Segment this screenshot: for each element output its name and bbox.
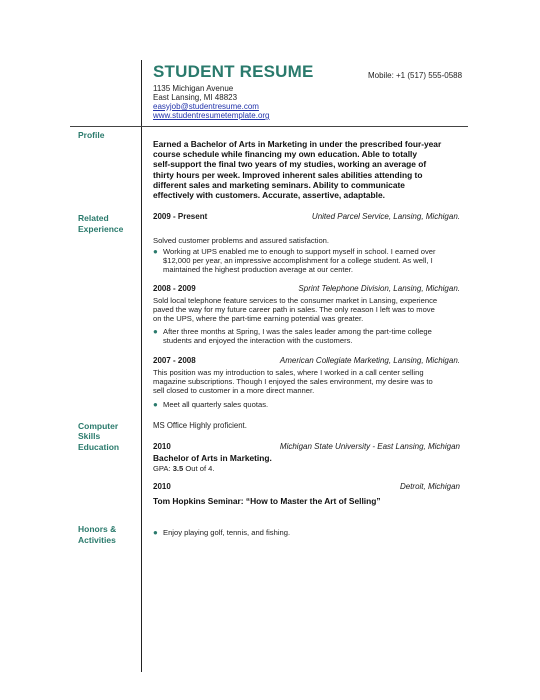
job-company: Sprint Telephone Division, Lansing, Michigan. (298, 284, 460, 293)
gpa-suffix: Out of 4. (183, 464, 215, 473)
job-description (153, 368, 462, 395)
job-description-line: magazine subscriptions. Though I enjoyed the sales environment, my desire was to (153, 377, 433, 386)
education-institution: Michigan State University - East Lansing, Michigan (279, 442, 460, 451)
job-description-line: on the UPS, where the part-time earning potential was greater. (153, 314, 364, 323)
profile-line: course schedule while financing my own education. Able to totally (153, 149, 418, 160)
bullet-line: Meet all quarterly sales quotas. (163, 400, 269, 409)
bullet-line: students and enjoyed the interaction with the customers. (163, 336, 353, 345)
mobile-number: Mobile: +1 (517) 555-0588 (368, 71, 463, 80)
job-description-line: This position was my introduction to sales, where I worked in a call center selling (153, 368, 424, 377)
profile-line: thirty hours per week. Improved inherent sales abilities attending to (153, 169, 423, 180)
address-line-1: 1135 Michigan Avenue (153, 84, 234, 93)
gpa-value: 3.5 (172, 464, 184, 473)
job-company: American Collegiate Marketing, Lansing, Michigan. (279, 356, 460, 365)
honors-section-label-2: Activities (78, 535, 116, 545)
computer-section-label-1: Computer (78, 421, 119, 431)
job-description-line: Sold local telephone feature services to the consumer market in Lansing, experience (153, 296, 438, 305)
education-institution: Detroit, Michigan (399, 482, 460, 491)
bullet-line: After three months at Spring, I was the sales leader among the part-time college (163, 327, 432, 336)
bullet-line: Working at UPS enabled me to enough to support myself in school. I earned over (163, 247, 436, 256)
job-description (153, 236, 462, 245)
profile-section-label: Profile (78, 130, 105, 140)
bullet-icon: ● (153, 327, 158, 336)
job-header (153, 284, 460, 293)
job-company: United Parcel Service, Lansing, Michigan. (311, 212, 460, 221)
bullet-icon: ● (153, 400, 158, 409)
bullet-icon: ● (153, 528, 158, 537)
profile-text (153, 139, 465, 200)
education-year: 2010 (153, 482, 171, 491)
bullet-line: maintained the highest production average at our center. (163, 265, 353, 274)
education-degree: Bachelor of Arts in Marketing. (153, 453, 272, 463)
job-header (153, 356, 460, 365)
profile-line: Earned a Bachelor of Arts in Marketing in under the prescribed four-year (153, 139, 442, 149)
honors-text: Enjoy playing golf, tennis, and fishing. (163, 528, 291, 537)
resume-title: STUDENT RESUME (153, 62, 314, 81)
job-header (153, 212, 460, 221)
vertical-rule (141, 60, 142, 672)
education-year: 2010 (153, 442, 171, 451)
job-years: 2007 - 2008 (153, 356, 196, 365)
job-bullet (153, 247, 462, 274)
bullet-line: $12,000 per year, an impressive accomplishment for a college student. As well, I (163, 256, 433, 265)
honors-bullet (153, 528, 462, 537)
computer-section-label-2: Skills (78, 431, 101, 441)
bullet-icon: ● (153, 247, 158, 256)
email-link[interactable]: easyjob@studentresume.com (153, 102, 259, 111)
education-gpa (153, 464, 215, 473)
address-line-2: East Lansing, MI 48823 (153, 93, 238, 102)
header-divider (70, 126, 468, 127)
website-link[interactable]: www.studentresumetemplate.org (153, 111, 270, 120)
profile-line: effectively with customers. Accurate, assertive, adaptable. (153, 190, 385, 201)
job-bullet (153, 327, 462, 345)
job-description-line: Solved customer problems and assured satisfaction. (153, 236, 330, 245)
computer-skills-text: MS Office Highly proficient. (153, 421, 247, 430)
experience-section-label-2: Experience (78, 224, 124, 234)
job-years: 2009 - Present (153, 212, 208, 221)
gpa-prefix: GPA: (153, 464, 173, 473)
education-header (153, 482, 460, 491)
education-header (153, 442, 460, 451)
education-section-label: Education (78, 442, 120, 452)
experience-section-label-1: Related (78, 213, 109, 223)
job-years: 2008 - 2009 (153, 284, 196, 293)
job-description-line: sell closed to customer in a more direct manner. (153, 386, 315, 395)
profile-line: different sales and marketing seminars. Ability to communicate (153, 179, 405, 190)
education-degree: Tom Hopkins Seminar: “How to Master the Art of Selling” (153, 496, 381, 506)
job-description-line: paved the way for my future career path in sales. The only reason I left was to move (153, 305, 435, 314)
honors-section-label-1: Honors & (78, 524, 117, 534)
job-bullet (153, 400, 462, 409)
job-description (153, 296, 462, 323)
profile-line: self-support the final two years of my studies, working an average of (153, 159, 427, 170)
